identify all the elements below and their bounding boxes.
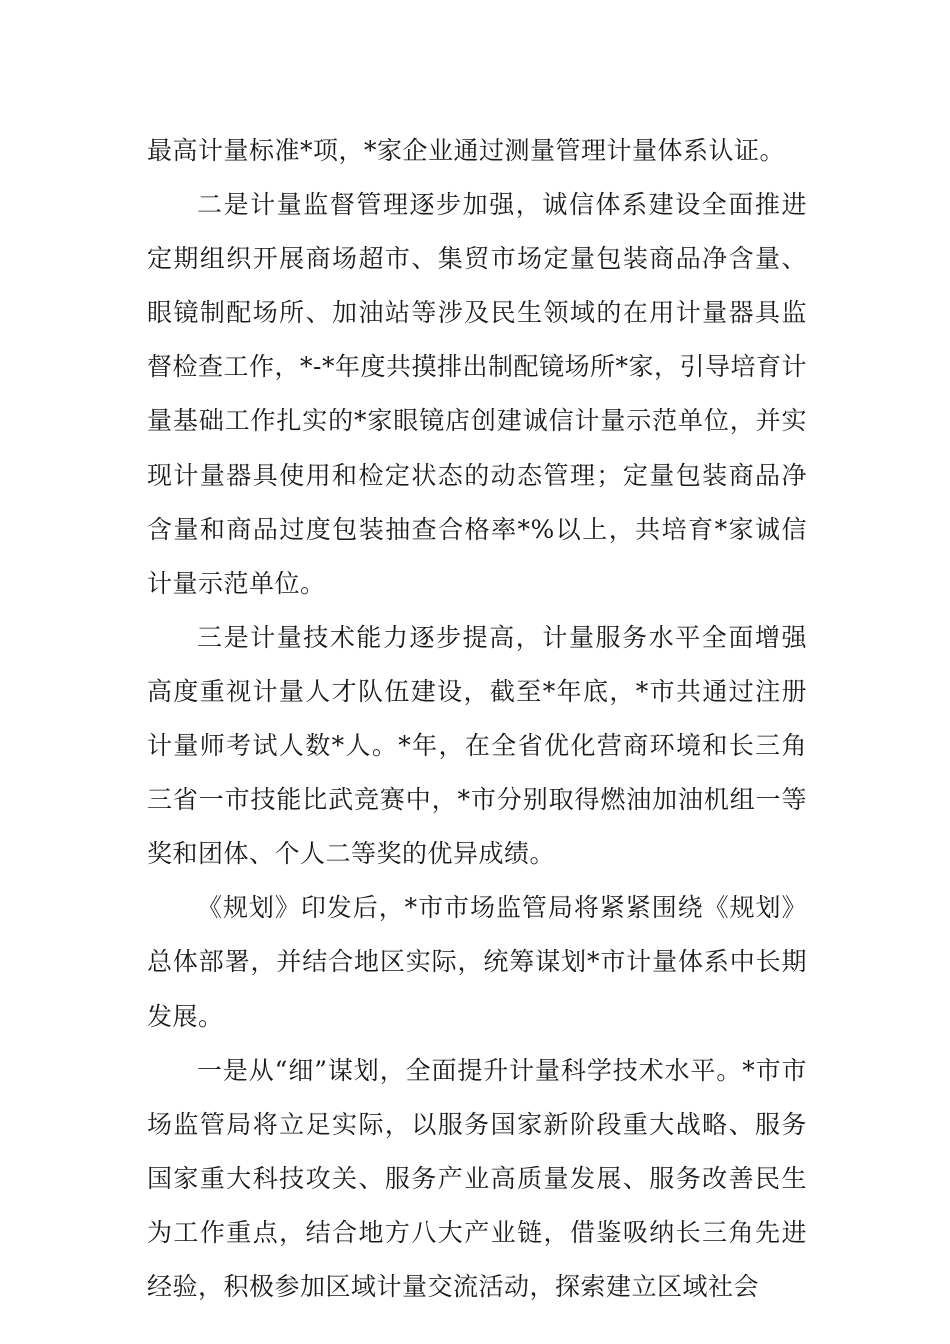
paragraph-continuation: 最高计量标准*项，*家企业通过测量管理计量体系认证。: [147, 136, 786, 165]
paragraph-plan-issued: 《规划》印发后，*市市场监管局将紧紧围绕《规划》总体部署，并结合地区实际，统筹谋划*市计量体系中长期发展。: [147, 893, 807, 1031]
paragraph-metrology-supervision: 二是计量监督管理逐步加强，诚信体系建设全面推进定期组织开展商场超市、集贸市场定量包装商品净含量、眼镜制配场所、加油站等涉及民生领域的在用计量器具监督检查工作，*-*年度共摸排出制配镜场所*家，引导培育计量基础工作扎实的*家眼镜店创建诚信计量示范单位，并实现计量器具使用和检定状态的动态管理；定量包装商品净含量和商品过度包装抽查合格率*%以上，共培育*家诚信计量示范单位。: [147, 190, 807, 598]
paragraph-technical-capability: 三是计量技术能力逐步提高，计量服务水平全面增强高度重视计量人才队伍建设，截至*年底，*市共通过注册计量师考试人数*人。*年，在全省优化营商环境和长三角三省一市技能比武竞赛中，*市分别取得燃油加油机组一等奖和团体、个人二等奖的优异成绩。: [147, 622, 807, 869]
document-body: [147, 124, 807, 1314]
paragraph-detailed-planning: 一是从“细”谋划，全面提升计量科学技术水平。*市市场监管局将立足实际，以服务国家新阶段重大战略、服务国家重大科技攻关、服务产业高质量发展、服务改善民生为工作重点，结合地方八大产业链，借鉴吸纳长三角先进经验，积极参加区域计量交流活动，探索建立区域社会: [147, 1055, 807, 1301]
